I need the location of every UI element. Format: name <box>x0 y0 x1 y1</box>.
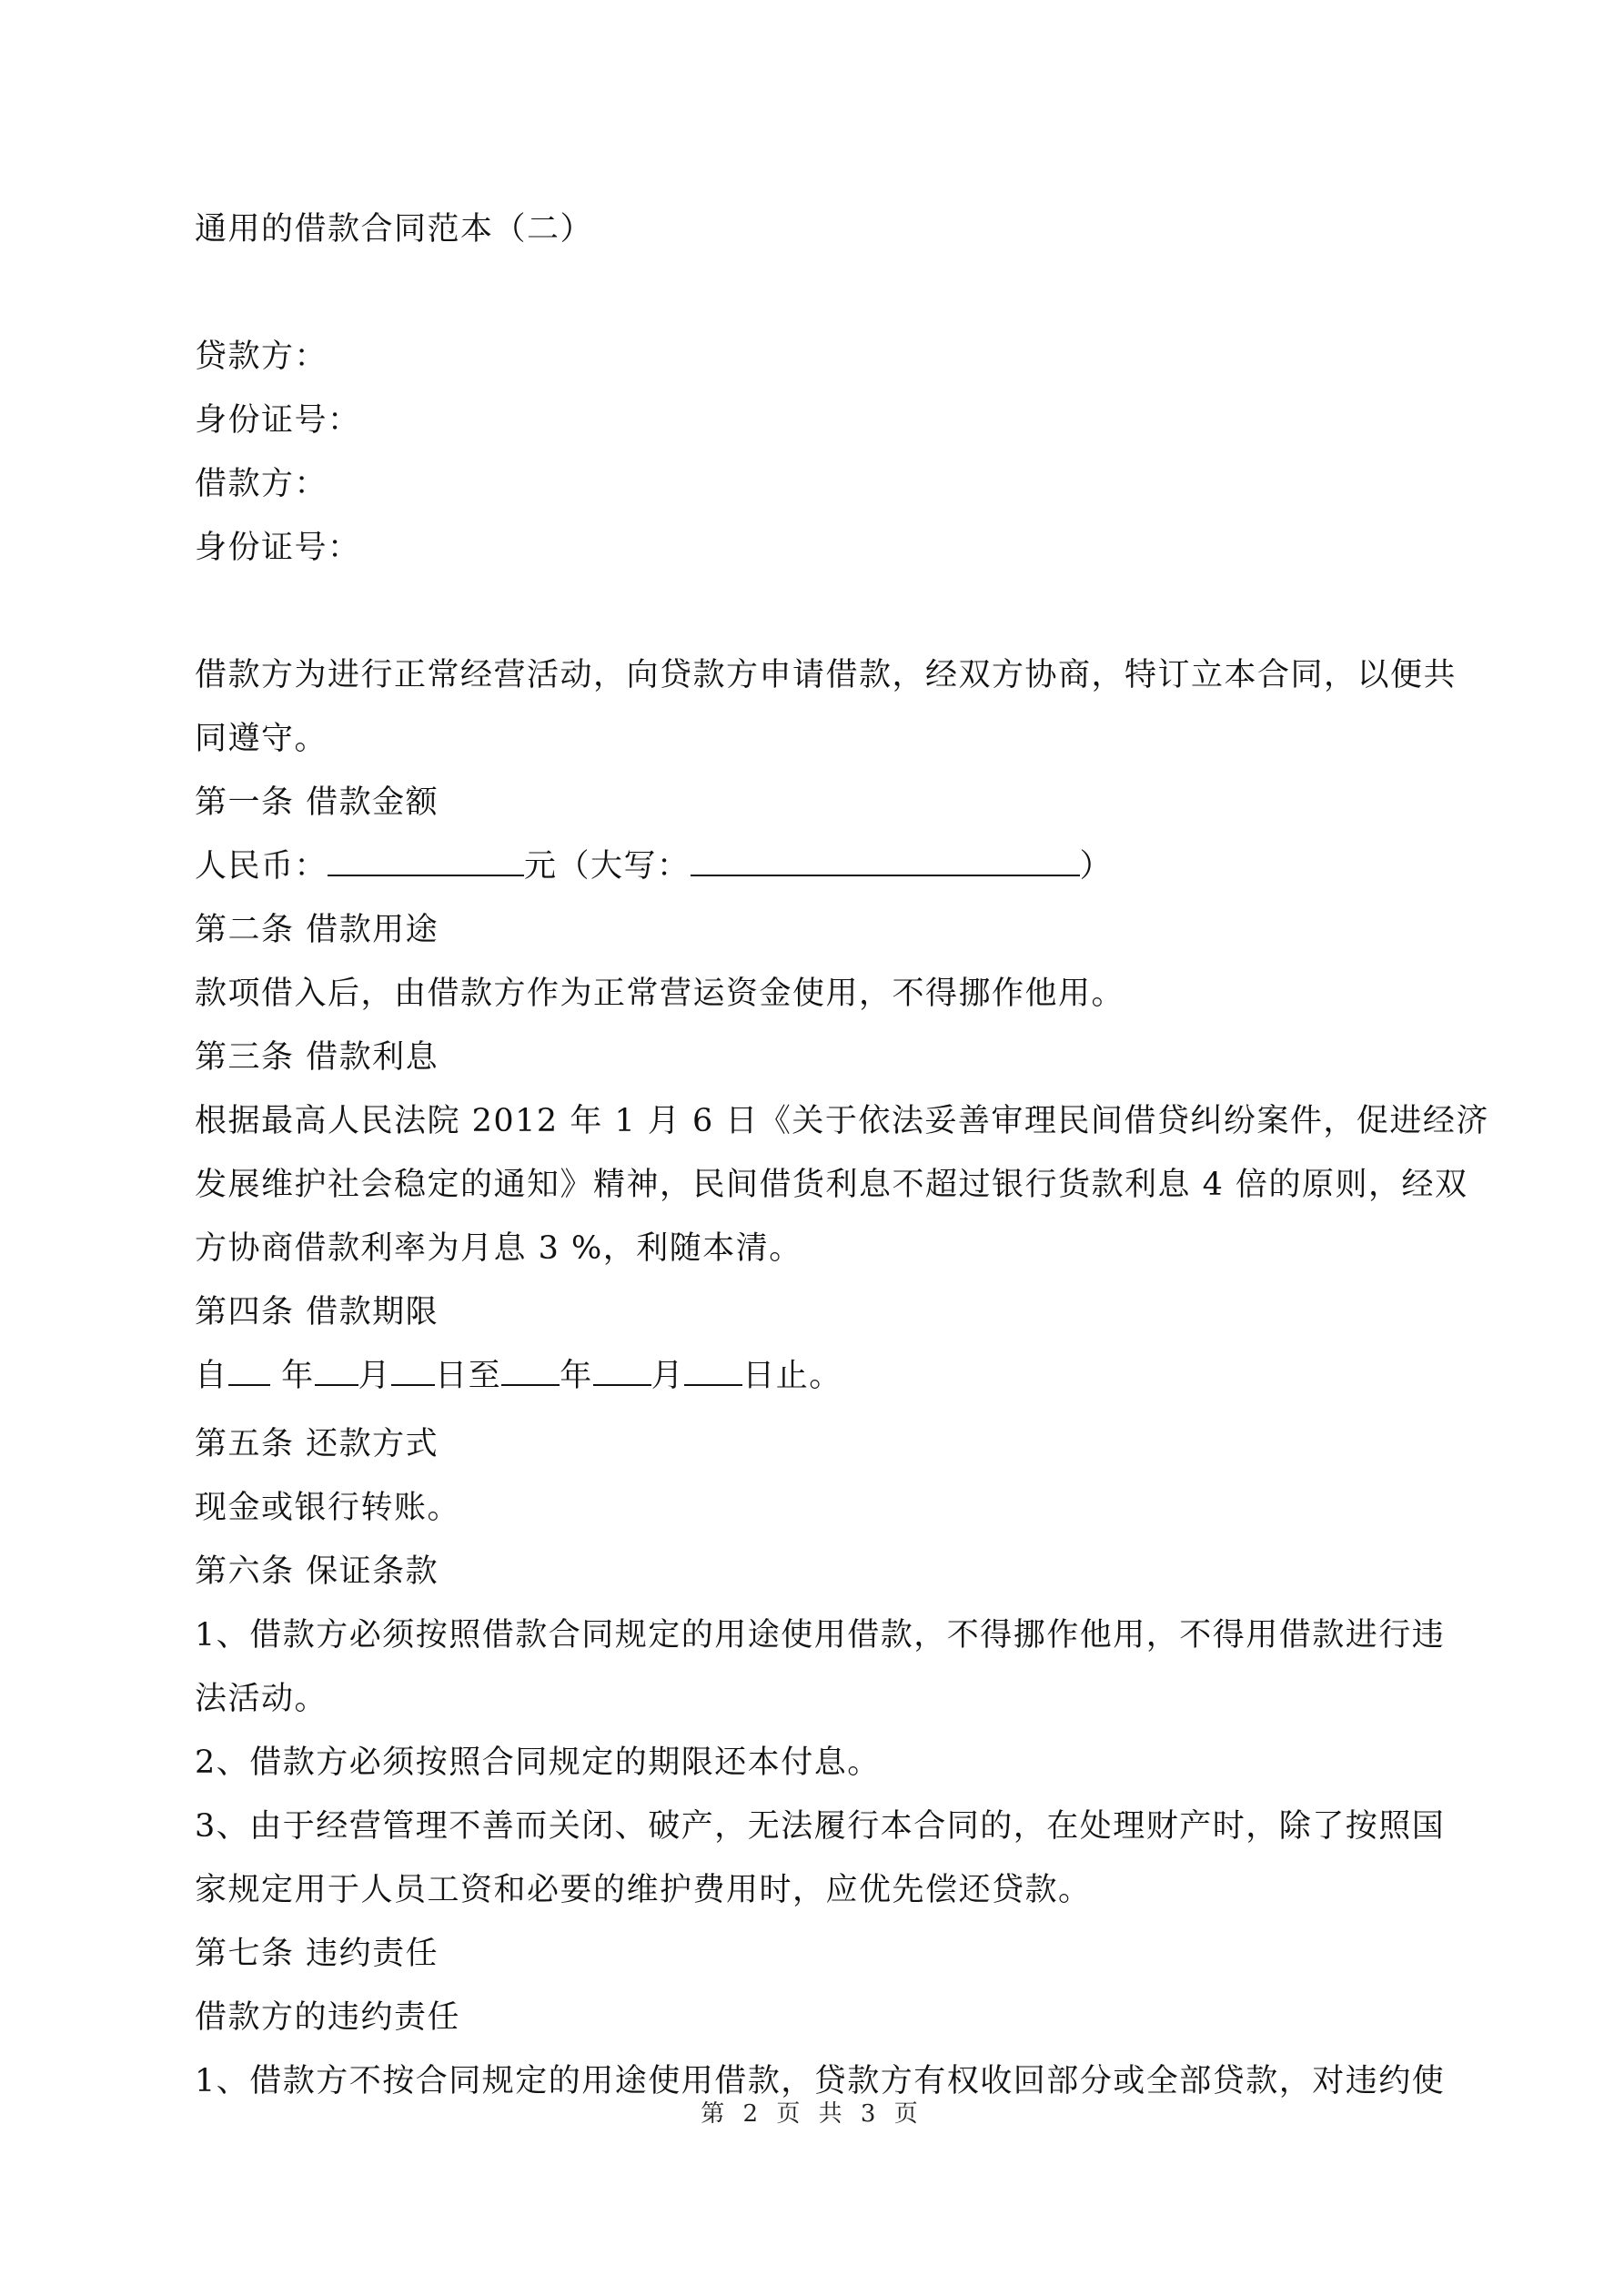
lender-id-label: 身份证号： <box>195 402 361 439</box>
borrower-id-label: 身份证号： <box>195 530 361 566</box>
year-to-blank <box>501 1357 560 1386</box>
amount-number-blank <box>328 847 524 876</box>
article-5-body: 现金或银行转账。 <box>195 1490 461 1526</box>
article-7-item1-line1: 1、借款方不按合同规定的用途使用借款，贷款方有权收回部分或全部贷款，对违约使 <box>195 2063 1446 2099</box>
month-label: 月 <box>358 1358 392 1394</box>
article-6-item3-line2: 家规定用于人员工资和必要的维护费用时，应优先偿还贷款。 <box>195 1872 1092 1908</box>
article-2-body: 款项借入后，由借款方作为正常营运资金使用，不得挪作他用。 <box>195 976 1125 1012</box>
article-3-line1: 根据最高人民法院 2012 年 1 月 6 日《关于依法妥善审理民间借贷纠纷案件，促进经济 <box>195 1103 1489 1139</box>
month-to-blank <box>593 1357 651 1386</box>
month-to-label: 月 <box>651 1358 685 1394</box>
rmb-label: 人民币： <box>195 848 328 885</box>
close-paren: ） <box>1079 848 1114 885</box>
end-label: 日止。 <box>742 1358 842 1394</box>
day-to-blank <box>684 1357 742 1386</box>
yuan-label: 元（大写： <box>524 848 691 885</box>
from-label: 自 <box>195 1358 228 1394</box>
document-title: 通用的借款合同范本（二） <box>195 211 594 248</box>
intro-paragraph-line1: 借款方为进行正常经营活动，向贷款方申请借款，经双方协商，特订立本合同，以便共 <box>195 657 1458 693</box>
article-4-heading: 第四条 借款期限 <box>195 1294 439 1330</box>
day-from-blank <box>391 1357 435 1386</box>
lender-label: 贷款方： <box>195 339 328 375</box>
article-1-heading: 第一条 借款金额 <box>195 784 439 821</box>
article-3-line2: 发展维护社会稳定的通知》精神，民间借货利息不超过银行货款利息 4 倍的原则，经双 <box>195 1167 1468 1203</box>
amount-words-blank <box>691 847 1080 876</box>
article-7-subheading: 借款方的违约责任 <box>195 1999 461 2036</box>
month-from-blank <box>315 1357 358 1386</box>
page-number-footer: 第 2 页 共 3 页 <box>701 2100 923 2128</box>
article-3-heading: 第三条 借款利息 <box>195 1039 439 1076</box>
article-6-item1-line2: 法活动。 <box>195 1681 328 1717</box>
article-6-item3-line1: 3、由于经营管理不善而关闭、破产，无法履行本合同的，在处理财产时，除了按照国 <box>195 1808 1446 1845</box>
day-to-label: 日至 <box>435 1358 502 1394</box>
article-1-amount-line <box>195 846 1450 886</box>
borrower-label: 借款方： <box>195 466 328 502</box>
intro-paragraph-line2: 同遵守。 <box>195 721 328 757</box>
year-from-blank <box>228 1357 270 1386</box>
year-label: 年 <box>269 1358 315 1394</box>
article-7-heading: 第七条 违约责任 <box>195 1936 439 1972</box>
year-to-label: 年 <box>560 1358 593 1394</box>
article-2-heading: 第二条 借款用途 <box>195 912 439 948</box>
article-6-item2: 2、借款方必须按照合同规定的期限还本付息。 <box>195 1745 881 1781</box>
article-5-heading: 第五条 还款方式 <box>195 1426 439 1462</box>
article-6-item1-line1: 1、借款方必须按照借款合同规定的用途使用借款，不得挪作他用，不得用借款进行违 <box>195 1617 1446 1654</box>
article-3-line3: 方协商借款利率为月息 3 %，利随本清。 <box>195 1230 802 1267</box>
article-4-term-line <box>195 1356 1450 1396</box>
article-6-heading: 第六条 保证条款 <box>195 1553 439 1590</box>
